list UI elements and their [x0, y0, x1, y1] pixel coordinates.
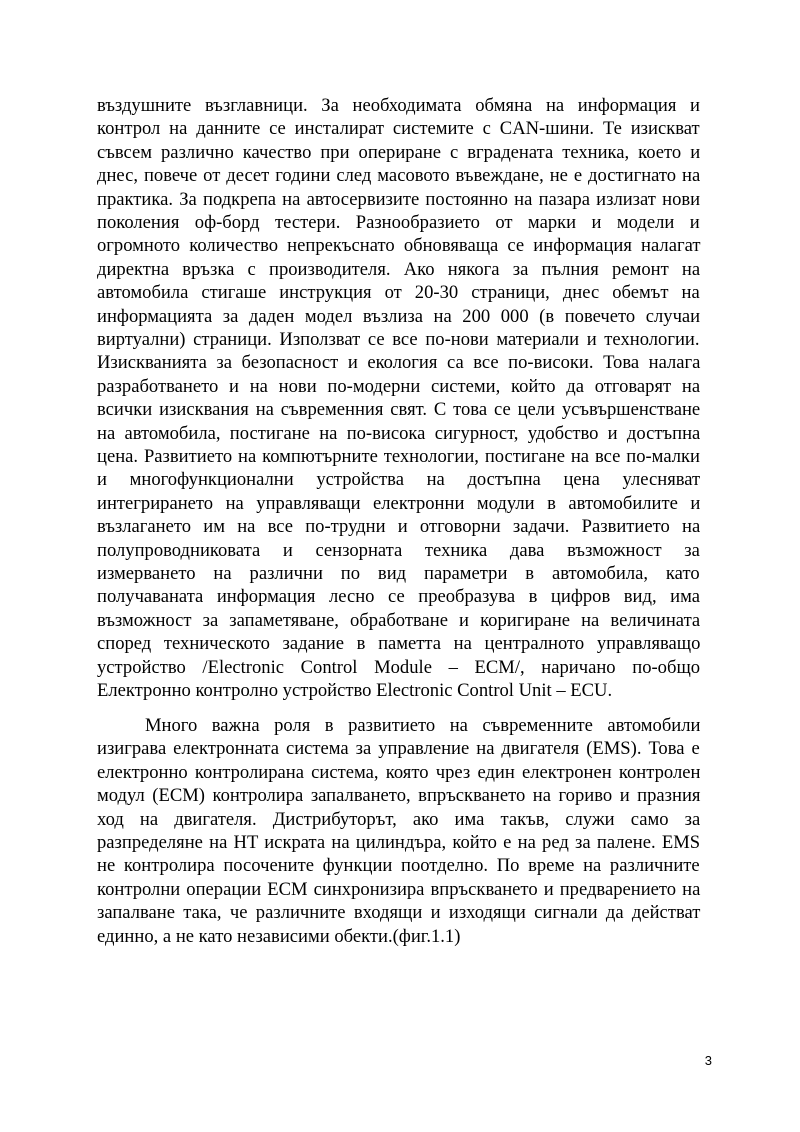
paragraph-line: автомобила стигаше инструкция от 20-30 страници, днес обемът на — [97, 282, 700, 304]
paragraph-line: ход на двигателя. Дистрибуторът, ако има такъв, служи само за — [97, 808, 701, 830]
paragraph-line: единно, а не като независими обекти.(фиг.1.1) — [97, 925, 461, 947]
paragraph-line: разработването и на нови по-модерни системи, който да отговарят на — [97, 375, 701, 397]
paragraph-line: контрол на данните се инсталират системите с CAN-шини. Те изискват — [97, 118, 700, 140]
paragraph-line: въздушните възглавници. За необходимата обмяна на информация и — [97, 95, 701, 116]
paragraph-line: електронно контролирана система, която чрез един електронен контролен — [97, 761, 701, 783]
paragraph-line: възможност за запаметяване, обработване и коригиране на величината — [97, 609, 701, 631]
paragraph-line: всички изисквания на съвременния свят. С това се цели усъвършенстване — [97, 399, 701, 421]
paragraph-line: огромното количество непрекъснато обновяваща се информация налагат — [97, 235, 701, 257]
paragraph-line: виртуални) страници. Използват се все по-нови материали и технологии. — [97, 329, 700, 350]
paragraph-line: Изискванията за безопасност и екология са все по-високи. Това налага — [97, 352, 701, 374]
paragraph-line: практика. За подкрепа на автосервизите постоянно на пазара излизат нови — [97, 188, 701, 210]
paragraph-line: контролни операции ECM синхронизира впръскването и предварението на — [97, 878, 701, 900]
paragraph-line: Много важна роля в развитието на съвременните автомобили — [145, 715, 701, 736]
paragraph-line: не контролира посочените функции поотделно. По време на различните — [97, 855, 700, 877]
paragraph-line: Електронно контролно устройство Electronic Control Unit – ECU. — [97, 680, 613, 701]
paragraph-line: цена. Развитието на компютърните технологии, постигане на все по-малки — [97, 446, 701, 467]
paragraph-line: интегрирането на управляващи електронни модули в автомобилите и — [97, 492, 701, 514]
paragraph-line: разпределяне на HT искрата на цилиндъра, който е на ред за палене. EMS — [97, 832, 701, 853]
paragraph-line: измерването на различни по вид параметри в автомобила, като — [97, 563, 700, 584]
paragraph-line: запалване така, че различните входящи и изходящи сигнали да действат — [97, 902, 701, 924]
paragraph-line: според техническото задание в паметта на централното управляващо — [97, 633, 701, 655]
paragraph-line: възлагането им на все по-трудни и отговорни задачи. Развитието на — [97, 516, 701, 538]
paragraph-line: днес, повече от десет години след масовото въвеждане, не е достигнато на — [97, 165, 701, 187]
page-number: 3 — [704, 1053, 712, 1068]
paragraph-line: устройство /Electronic Control Module – ECM/, наричано по-общо — [97, 656, 701, 678]
paragraph-line: и многофункционални устройства на достъпна цена улесняват — [97, 469, 701, 491]
paragraph-line: на автомобила, постигане на по-висока сигурност, удобство и достъпна — [97, 422, 701, 444]
paragraph-line: модул (ECM) контролира запалването, впръскването на гориво и празния — [97, 785, 701, 807]
paragraph-line: съвсем различно качество при опериране с вградената техника, което и — [97, 141, 701, 163]
paragraph-line: получаваната информация лесно се преобразува в цифров вид, има — [97, 586, 700, 608]
paragraph-line: поколения оф-борд тестери. Разнообразието от марки и модели и — [97, 212, 700, 233]
paragraph-line: информацията за даден модел възлиза на 200 000 (в повечето случаи — [97, 305, 701, 327]
paragraph-line: директна връзка с производителя. Ако някога за пълния ремонт на — [97, 258, 701, 280]
paragraph-line: полупроводниковата и сензорната техника дава възможност за — [97, 539, 700, 561]
paragraph-line: изиграва електронната система за управление на двигателя (EMS). Това е — [97, 738, 700, 760]
